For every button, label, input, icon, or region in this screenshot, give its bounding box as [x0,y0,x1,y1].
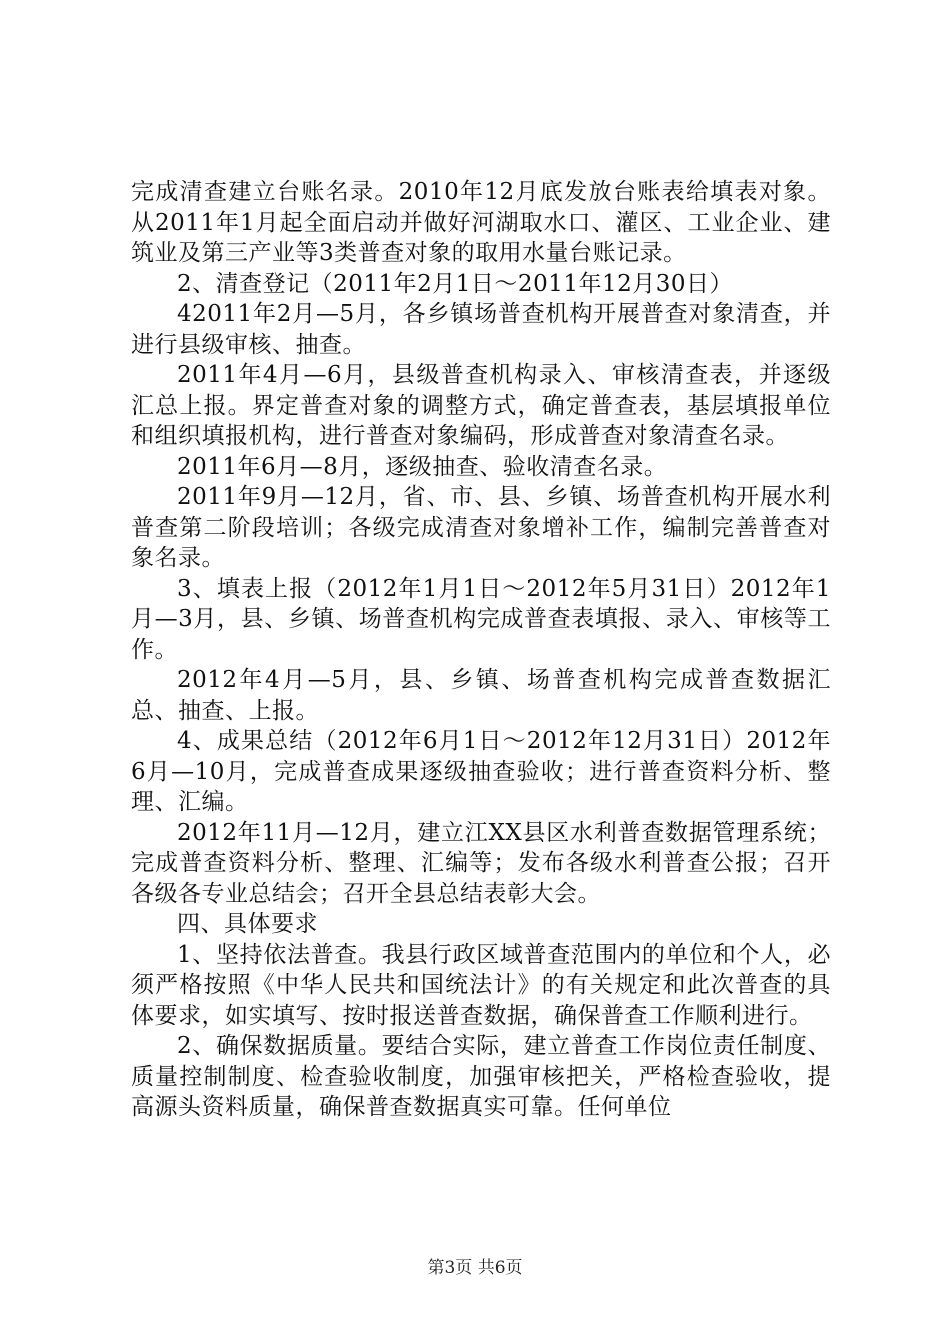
paragraph: 2011年6月—8月，逐级抽查、验收清查名录。 [177,453,668,480]
section-heading: 四、具体要求 [177,911,318,937]
page-footer [0,1253,950,1278]
document-body [131,177,831,1123]
page-number: 第3页 共6页 [427,1258,523,1278]
paragraph: 42011年2月—5月，各乡镇场普查机构开展普查对象清查，并进行县级审核、抽查。 [131,301,831,358]
paragraph: 4、成果总结（2012年6月1日～2012年12月31日）2012年6月—10月，完成普查成果逐级抽查验收；进行普查资料分析、整理、汇编。 [131,728,831,815]
paragraph: 2、确保数据质量。要结合实际，建立普查工作岗位责任制度、质量控制制度、检查验收制度，加强审核把关，严格检查验收，提高源头资料质量，确保普查数据真实可靠。任何单位 [131,1033,831,1120]
paragraph: 3、填表上报（2012年1月1日～2012年5月31日）2012年1月—3月，县、乡镇、场普查机构完成普查表填报、录入、审核等工作。 [131,575,831,663]
paragraph: 完成清查建立台账名录。2010年12月底发放台账表给填表对象。从2011年1月起全面启动并做好河湖取水口、灌区、工业企业、建筑业及第三产业等3类普查对象的取用水量台账记录。 [131,179,831,266]
paragraph: 1、坚持依法普查。我县行政区域普查范围内的单位和个人，必须严格按照《中华人民共和国统法计》的有关规定和此次普查的具体要求，如实填写、按时报送普查数据，确保普查工作顺利进行。 [131,941,831,1029]
paragraph: 2011年9月—12月，省、市、县、乡镇、场普查机构开展水利普查第二阶段培训；各级完成清查对象增补工作，编制完善普查对象名录。 [131,484,831,571]
paragraph: 2012年4月—5月，县、乡镇、场普查机构完成普查数据汇总、抽查、上报。 [131,667,831,724]
paragraph: 2011年4月—6月，县级普查机构录入、审核清查表，并逐级汇总上报。界定普查对象的调整方式，确定普查表，基层填报单位和组织填报机构，进行普查对象编码，形成普查对象清查名录。 [131,362,831,449]
section-heading: 2、清查登记（2011年2月1日～2011年12月30日） [177,270,733,297]
paragraph: 2012年11月—12月，建立江XX县区水利普查数据管理系统；完成普查资料分析、整理、汇编等；发布各级水利普查公报；召开各级各专业总结会；召开全县总结表彰大会。 [131,819,831,907]
